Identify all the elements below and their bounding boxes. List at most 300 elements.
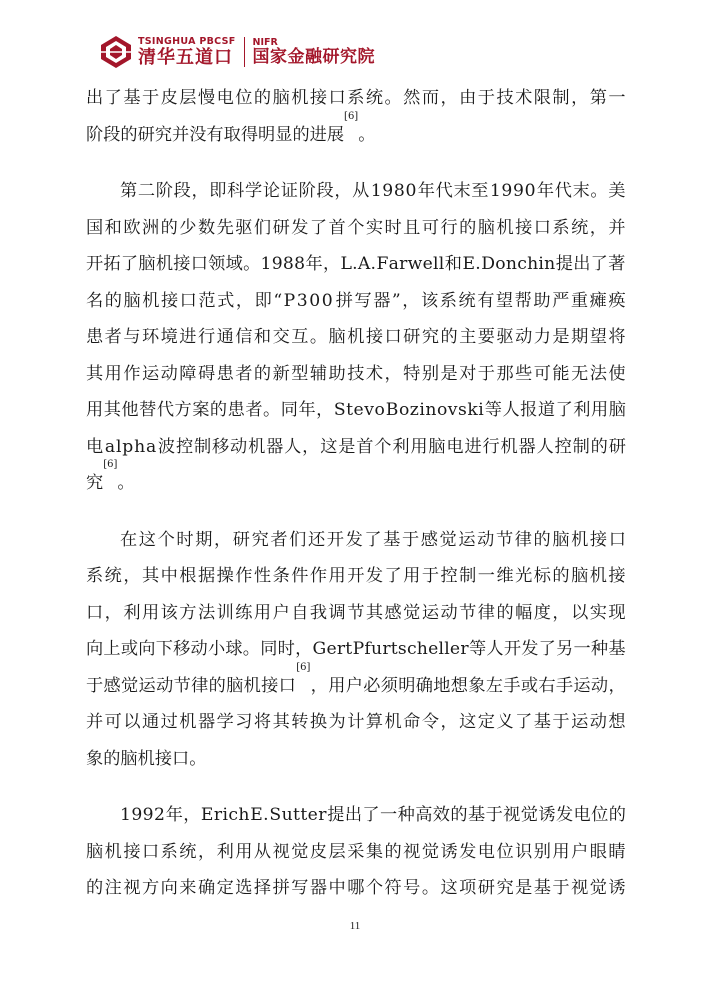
text-char: 研: [608, 436, 626, 457]
text-char: e: [422, 254, 433, 274]
text-char: 户: [345, 675, 363, 696]
text-char: n: [425, 400, 437, 420]
text-char: 项: [459, 878, 477, 898]
text-char: 统: [571, 217, 589, 238]
text-char: 驱: [235, 217, 253, 238]
text-char: 动: [440, 602, 458, 623]
text-char: 地: [433, 675, 451, 696]
text-char: 将: [608, 327, 626, 347]
text-char: r: [399, 254, 408, 274]
text-char: 末: [572, 181, 590, 201]
text-char: 机: [137, 748, 155, 769]
text-char: 些: [515, 363, 533, 384]
text-char: 在: [120, 529, 138, 550]
text-char: 患: [86, 327, 104, 347]
text-char: 根: [179, 566, 197, 586]
text-char: 代: [435, 181, 453, 201]
text-char: h: [416, 639, 428, 659]
text-char: 其: [272, 712, 290, 732]
text-char: 主: [459, 327, 477, 347]
text-char: 8: [294, 254, 306, 274]
text-char: ，: [123, 566, 141, 586]
text-char: 他: [121, 400, 139, 420]
text-char: 控: [554, 436, 572, 457]
text-char: 节: [347, 602, 365, 623]
text-char: 年: [305, 254, 323, 274]
text-char: E: [200, 805, 214, 825]
text-char: 机: [589, 566, 607, 586]
text-char: 的: [104, 290, 122, 311]
text-char: ，: [235, 290, 254, 311]
text-char: 中: [160, 566, 178, 586]
text-char: 了: [384, 566, 402, 586]
text-char: 这: [440, 878, 458, 898]
text-char: 这: [459, 712, 477, 732]
text-char: 8: [393, 181, 405, 201]
text-char: 信: [235, 327, 253, 347]
text-char: 右: [538, 675, 556, 696]
text-char: 识: [515, 841, 533, 862]
text-char: 代: [554, 181, 572, 201]
text-line: [86, 834, 626, 871]
text-char: 环: [141, 327, 160, 347]
text-char: 运: [458, 529, 476, 550]
text-char: 感: [420, 529, 438, 550]
text-char: 基: [533, 712, 551, 732]
paragraph-gap: [86, 777, 626, 797]
text-char: a: [104, 436, 116, 457]
text-char: 领: [208, 254, 226, 274]
text-char: 集: [365, 841, 384, 862]
text-char: i: [419, 400, 425, 420]
text-char: 这: [320, 436, 338, 457]
text-char: 机: [179, 712, 197, 732]
text-char: i: [478, 400, 484, 420]
text-char: 拼: [335, 290, 353, 311]
citation-ref: [6]: [344, 110, 359, 122]
text-char: n: [505, 254, 517, 274]
text-char: E: [462, 254, 476, 274]
text-char: 系: [86, 566, 104, 586]
text-char: 调: [328, 602, 346, 623]
text-char: 。: [263, 400, 281, 420]
text-char: 技: [347, 363, 365, 384]
text-char: 。: [384, 88, 402, 108]
text-char: 了: [104, 88, 122, 108]
text-char: i: [538, 254, 544, 274]
text-char: 脑: [86, 841, 104, 862]
text-line: [86, 392, 626, 429]
text-char: 口: [172, 748, 190, 769]
text-char: 段: [316, 181, 334, 201]
text-char: 电: [446, 436, 464, 457]
text-char: 年: [298, 400, 316, 420]
text-char: 段: [103, 124, 121, 145]
text-char: 用: [141, 602, 160, 623]
text-char: s: [458, 400, 467, 420]
text-char: 进: [464, 436, 482, 457]
text-char: ，: [183, 805, 201, 825]
text-char: 感: [384, 602, 402, 623]
text-char: 人: [486, 639, 504, 659]
text-char: 研: [272, 217, 290, 238]
text-char: E: [250, 805, 263, 825]
text-char: 基: [123, 88, 141, 108]
text-char: ，: [440, 88, 458, 108]
text-char: 是: [338, 436, 356, 457]
text-char: 于: [421, 566, 440, 586]
text-char: 显: [275, 124, 293, 145]
text-char: 同: [280, 400, 298, 420]
text-char: 定: [477, 712, 495, 732]
text-char: c: [228, 805, 238, 825]
text-char: 向: [160, 878, 178, 898]
text-char: 并: [608, 217, 626, 238]
text-line: [86, 173, 626, 210]
text-char: 9: [271, 254, 283, 274]
header-divider: [244, 37, 245, 67]
text-char: 脑: [552, 529, 570, 550]
text-char: 了: [590, 254, 608, 274]
text-char: 动: [590, 675, 609, 696]
text-char: 的: [533, 529, 551, 550]
text-char: 口: [328, 88, 346, 108]
text-char: e: [326, 639, 337, 659]
text-char: 基: [608, 639, 626, 659]
text-char: 视: [403, 841, 421, 862]
text-char: 者: [245, 400, 263, 420]
text-char: 接: [123, 841, 141, 862]
text-char: 并: [172, 124, 190, 145]
text-char: t: [293, 805, 300, 825]
text-char: ，: [191, 181, 209, 201]
text-char: 末: [453, 181, 471, 201]
text-char: 年: [417, 181, 435, 201]
text-char: 发: [291, 217, 309, 238]
text-line: [86, 210, 626, 247]
text-char: 。: [189, 748, 207, 769]
text-char: 9: [501, 181, 513, 201]
text-char: e: [307, 805, 318, 825]
text-char: 以: [571, 602, 589, 623]
text-char: f: [364, 639, 371, 659]
text-char: 0: [524, 181, 536, 201]
text-char: 。: [117, 473, 135, 493]
text-char: 移: [173, 639, 191, 659]
text-char: 瘫: [589, 290, 607, 311]
text-char: 系: [552, 217, 570, 238]
page-header: [100, 32, 375, 72]
text-char: 作: [235, 566, 253, 586]
text-char: 同: [260, 639, 278, 659]
text-char: 的: [384, 841, 402, 862]
text-char: 方: [174, 400, 192, 420]
text-char: 研: [403, 327, 421, 347]
text-char: 方: [179, 602, 197, 623]
text-char: 驱: [496, 327, 514, 347]
text-char: 运: [571, 712, 589, 732]
text-char: 口: [86, 602, 104, 623]
text-char: 提: [327, 805, 345, 825]
text-char: 一: [608, 88, 626, 108]
text-char: 择: [253, 878, 272, 898]
text-char: 段: [173, 181, 191, 201]
text-char: S: [333, 400, 346, 420]
text-line: [86, 704, 626, 741]
text-char: i: [222, 805, 228, 825]
text-char: 层: [328, 841, 346, 862]
text-char: 交: [272, 327, 290, 347]
text-char: 算: [365, 712, 384, 732]
text-char: 型: [291, 363, 309, 384]
text-char: 。: [309, 327, 328, 347]
text-char: 明: [398, 675, 416, 696]
text-char: 小: [207, 639, 226, 659]
paragraph: [86, 173, 626, 502]
text-char: 通: [141, 712, 160, 732]
text-char: 望: [589, 327, 607, 347]
text-char: o: [436, 400, 448, 420]
text-char: 动: [477, 529, 495, 550]
text-char: 。: [242, 639, 260, 659]
text-char: a: [146, 436, 157, 457]
text-char: 来: [179, 878, 197, 898]
text-char: 运: [141, 363, 160, 384]
text-char: 必: [363, 675, 381, 696]
text-char: 其: [141, 566, 160, 586]
text-char: 别: [533, 841, 551, 862]
text-char: 第: [589, 88, 607, 108]
text-char: 于: [86, 675, 104, 696]
institute-english-name: NIFR: [252, 36, 278, 48]
citation-ref: [6]: [296, 661, 311, 673]
text-char: 境: [160, 327, 178, 347]
text-char: 利: [392, 436, 410, 457]
text-char: 电: [477, 841, 495, 862]
text-char: z: [409, 400, 419, 420]
text-char: 机: [155, 254, 174, 274]
text-char: ，: [589, 217, 607, 238]
text-char: 户: [272, 602, 290, 623]
text-char: 了: [309, 217, 328, 238]
text-char: 向: [86, 639, 104, 659]
text-char: 开: [503, 639, 522, 659]
text-char: 于: [477, 88, 495, 108]
text-char: G: [312, 639, 327, 659]
text-char: 发: [459, 841, 477, 862]
text-char: B: [385, 400, 399, 420]
text-char: 时: [384, 217, 402, 238]
text-char: e: [428, 639, 439, 659]
text-char: 究: [154, 124, 173, 145]
text-char: 洲: [141, 217, 160, 238]
text-char: 国: [86, 217, 104, 238]
text-char: 人: [502, 400, 520, 420]
text-char: 眼: [589, 841, 607, 862]
text-char: 维: [496, 566, 514, 586]
text-char: 于: [552, 712, 570, 732]
text-char: 了: [515, 712, 533, 732]
text-char: 进: [309, 124, 327, 145]
text-char: 力: [533, 327, 551, 347]
text-char: 著: [608, 254, 626, 274]
text-char: 位: [591, 805, 609, 825]
text-char: 用: [328, 675, 346, 696]
text-char: 确: [197, 878, 216, 898]
text-char: 即: [209, 181, 227, 201]
text-char: ，: [310, 675, 328, 696]
text-char: 助: [533, 290, 551, 311]
text-char: 确: [415, 675, 433, 696]
text-char: 的: [103, 748, 121, 769]
text-char: 度: [533, 602, 551, 623]
text-char: 写: [354, 290, 372, 311]
text-char: 年: [536, 181, 555, 201]
text-char: 手: [503, 675, 521, 696]
text-char: 为: [328, 712, 346, 732]
document-body: [86, 80, 626, 907]
text-char: 通: [216, 327, 234, 347]
text-line: [86, 429, 626, 466]
text-char: 9: [513, 181, 524, 201]
text-char: 接: [589, 529, 608, 550]
text-char: r: [382, 639, 391, 659]
text-char: 9: [382, 181, 394, 201]
text-char: 0: [405, 181, 417, 201]
text-char: ，: [608, 675, 626, 696]
text-char: 实: [365, 217, 384, 238]
text-char: 控: [175, 436, 194, 457]
text-char: 系: [160, 841, 178, 862]
text-char: 用: [235, 841, 253, 862]
text-char: 的: [590, 436, 608, 457]
text-char: 至: [471, 181, 489, 201]
institute-text-block: [253, 38, 376, 67]
text-char: 能: [552, 363, 570, 384]
text-char: ，: [213, 529, 232, 550]
text-char: 据: [197, 566, 216, 586]
text-char: 个: [347, 217, 365, 238]
text-char: ，: [334, 181, 352, 201]
text-char: r: [460, 639, 469, 659]
text-char: 转: [291, 712, 309, 732]
text-char: 性: [253, 566, 272, 586]
text-char: A: [357, 254, 371, 274]
text-char: 了: [538, 639, 556, 659]
text-char: 首: [356, 436, 374, 457]
text-char: l: [438, 639, 444, 659]
text-char: t: [346, 400, 354, 420]
text-char: 训: [216, 602, 234, 623]
logo-chinese-name: 清华五道口: [138, 46, 233, 68]
text-char: o: [374, 400, 385, 420]
text-char: l: [438, 254, 445, 274]
text-char: 们: [253, 217, 272, 238]
text-char: 与: [123, 327, 141, 347]
text-char: h: [527, 254, 539, 274]
text-char: 命: [403, 712, 421, 732]
text-line: [86, 246, 626, 283]
text-char: 计: [347, 712, 365, 732]
text-char: 了: [120, 254, 139, 274]
text-char: 阶: [298, 181, 316, 201]
text-char: 的: [253, 363, 272, 384]
text-char: 用: [590, 400, 609, 420]
text-char: 想: [608, 712, 626, 732]
text-char: 第: [120, 181, 138, 201]
text-line: [86, 595, 626, 632]
text-char: 接: [173, 254, 191, 274]
text-char: 。: [590, 181, 608, 201]
text-char: 接: [309, 88, 328, 108]
text-char: 1: [120, 805, 131, 825]
text-char: 利: [216, 841, 234, 862]
logo-english-name: TSINGHUA PBCSF: [138, 36, 236, 48]
text-char: 器: [266, 436, 284, 457]
text-char: 的: [208, 675, 226, 696]
text-char: 节: [173, 675, 191, 696]
text-char: 号: [403, 878, 421, 898]
text-char: 系: [347, 88, 365, 108]
text-char: ，: [322, 254, 341, 274]
text-char: 提: [555, 254, 573, 274]
text-char: 们: [289, 529, 307, 550]
text-line: [86, 741, 626, 778]
text-char: 运: [138, 675, 156, 696]
text-char: 辅: [309, 363, 328, 384]
text-char: F: [376, 254, 389, 274]
text-char: 节: [495, 529, 514, 550]
text-char: 了: [555, 400, 573, 420]
text-char: 或: [520, 675, 539, 696]
text-char: 口: [141, 841, 160, 862]
text-char: 助: [328, 363, 346, 384]
text-char: u: [371, 639, 383, 659]
text-char: 接: [154, 748, 173, 769]
text-char: 时: [176, 529, 194, 550]
text-char: 究: [496, 878, 514, 898]
text-char: 口: [608, 529, 626, 550]
text-char: 脑: [138, 254, 156, 274]
text-char: 法: [197, 602, 216, 623]
text-char: 件: [291, 566, 309, 586]
text-char: 望: [495, 290, 514, 311]
text-char: 然: [403, 88, 421, 108]
text-char: 脑: [477, 217, 495, 238]
text-char: 二: [137, 181, 156, 201]
text-char: 患: [216, 363, 234, 384]
text-char: 和: [253, 327, 272, 347]
text-char: 利: [573, 400, 591, 420]
text-char: .: [370, 254, 376, 274]
text-char: 的: [120, 124, 138, 145]
text-char: 动: [230, 436, 248, 457]
text-char: 脑: [123, 290, 141, 311]
text-char: e: [449, 639, 461, 659]
text-char: 器: [373, 290, 391, 311]
text-char: 重: [570, 290, 589, 311]
text-char: 觉: [520, 805, 538, 825]
text-char: 可: [421, 217, 440, 238]
text-char: 用: [104, 363, 122, 384]
text-char: 脑: [608, 400, 626, 420]
text-char: 我: [309, 602, 328, 623]
text-char: 范: [198, 290, 216, 311]
text-line: [86, 558, 626, 595]
text-line: [86, 459, 626, 502]
text-char: 口: [179, 290, 197, 311]
text-char: 。: [421, 878, 440, 898]
